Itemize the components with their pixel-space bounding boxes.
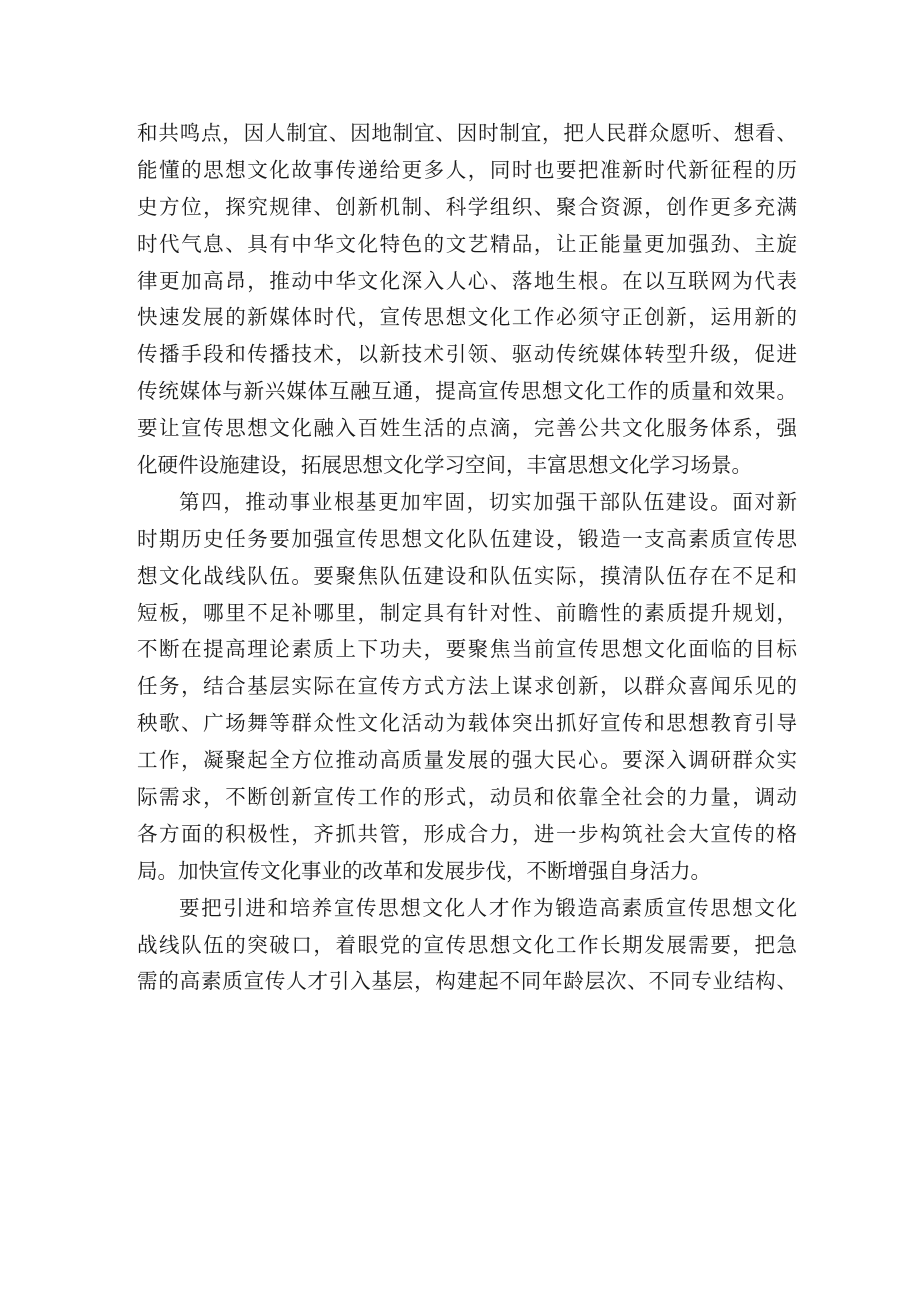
text-line: 传统媒体与新兴媒体互融互通，提高宣传思想文化工作的质量和效果。 [137, 379, 797, 404]
text-line: 工作，凝聚起全方位推动高质量发展的强大民心。要深入调研群众实 [137, 748, 797, 773]
text-line: 能懂的思想文化故事传递给更多人，同时也要把准新时代新征程的历 [137, 157, 797, 182]
text-line: 和共鸣点，因人制宜、因地制宜、因时制宜，把人民群众愿听、想看、 [137, 121, 797, 145]
text-line: 时代气息、具有中华文化特色的文艺精品，让正能量更加强劲、主旋 [137, 231, 797, 256]
text-line: 快速发展的新媒体时代，宣传思想文化工作必须守正创新，运用新的 [137, 305, 797, 330]
text-line: 要让宣传思想文化融入百姓生活的点滴，完善公共文化服务体系，强 [137, 416, 797, 441]
text-line: 战线队伍的突破口，着眼党的宣传思想文化工作长期发展需要，把急 [137, 932, 797, 957]
paragraph-1 [137, 115, 797, 484]
text-line: 律更加高昂，推动中华文化深入人心、落地生根。在以互联网为代表 [137, 268, 797, 293]
text-line: 不断在提高理论素质上下功夫，要聚焦当前宣传思想文化面临的目标 [137, 637, 797, 662]
paragraph-3 [137, 890, 797, 1001]
text-line: 想文化战线队伍。要聚焦队伍建设和队伍实际，摸清队伍存在不足和 [137, 563, 797, 588]
text-line: 短板，哪里不足补哪里，制定具有针对性、前瞻性的素质提升规划， [137, 600, 797, 625]
paragraph-2 [137, 484, 797, 890]
text-line: 局。加快宣传文化事业的改革和发展步伐，不断增强自身活力。 [137, 858, 711, 883]
text-line: 化硬件设施建设，拓展思想文化学习空间，丰富思想文化学习场景。 [137, 453, 752, 478]
text-line: 需的高素质宣传人才引入基层，构建起不同年龄层次、不同专业结构、 [137, 969, 797, 994]
text-line: 各方面的积极性，齐抓共管，形成合力，进一步构筑社会大宣传的格 [137, 821, 797, 846]
text-line: 任务，结合基层实际在宣传方式方法上谋求创新，以群众喜闻乐见的 [137, 674, 797, 699]
text-line: 要把引进和培养宣传思想文化人才作为锻造高素质宣传思想文化 [179, 895, 797, 920]
text-line: 史方位，探究规律、创新机制、科学组织、聚合资源，创作更多充满 [137, 194, 797, 219]
text-line: 秧歌、广场舞等群众性文化活动为载体突出抓好宣传和思想教育引导 [137, 711, 797, 736]
text-line: 际需求，不断创新宣传工作的形式，动员和依靠全社会的力量，调动 [137, 785, 797, 810]
document-body [137, 115, 797, 1000]
text-line: 传播手段和传播技术，以新技术引领、驱动传统媒体转型升级，促进 [137, 342, 797, 367]
text-line: 第四，推动事业根基更加牢固，切实加强干部队伍建设。面对新 [179, 489, 797, 514]
text-line: 时期历史任务要加强宣传思想文化队伍建设，锻造一支高素质宣传思 [137, 526, 797, 551]
